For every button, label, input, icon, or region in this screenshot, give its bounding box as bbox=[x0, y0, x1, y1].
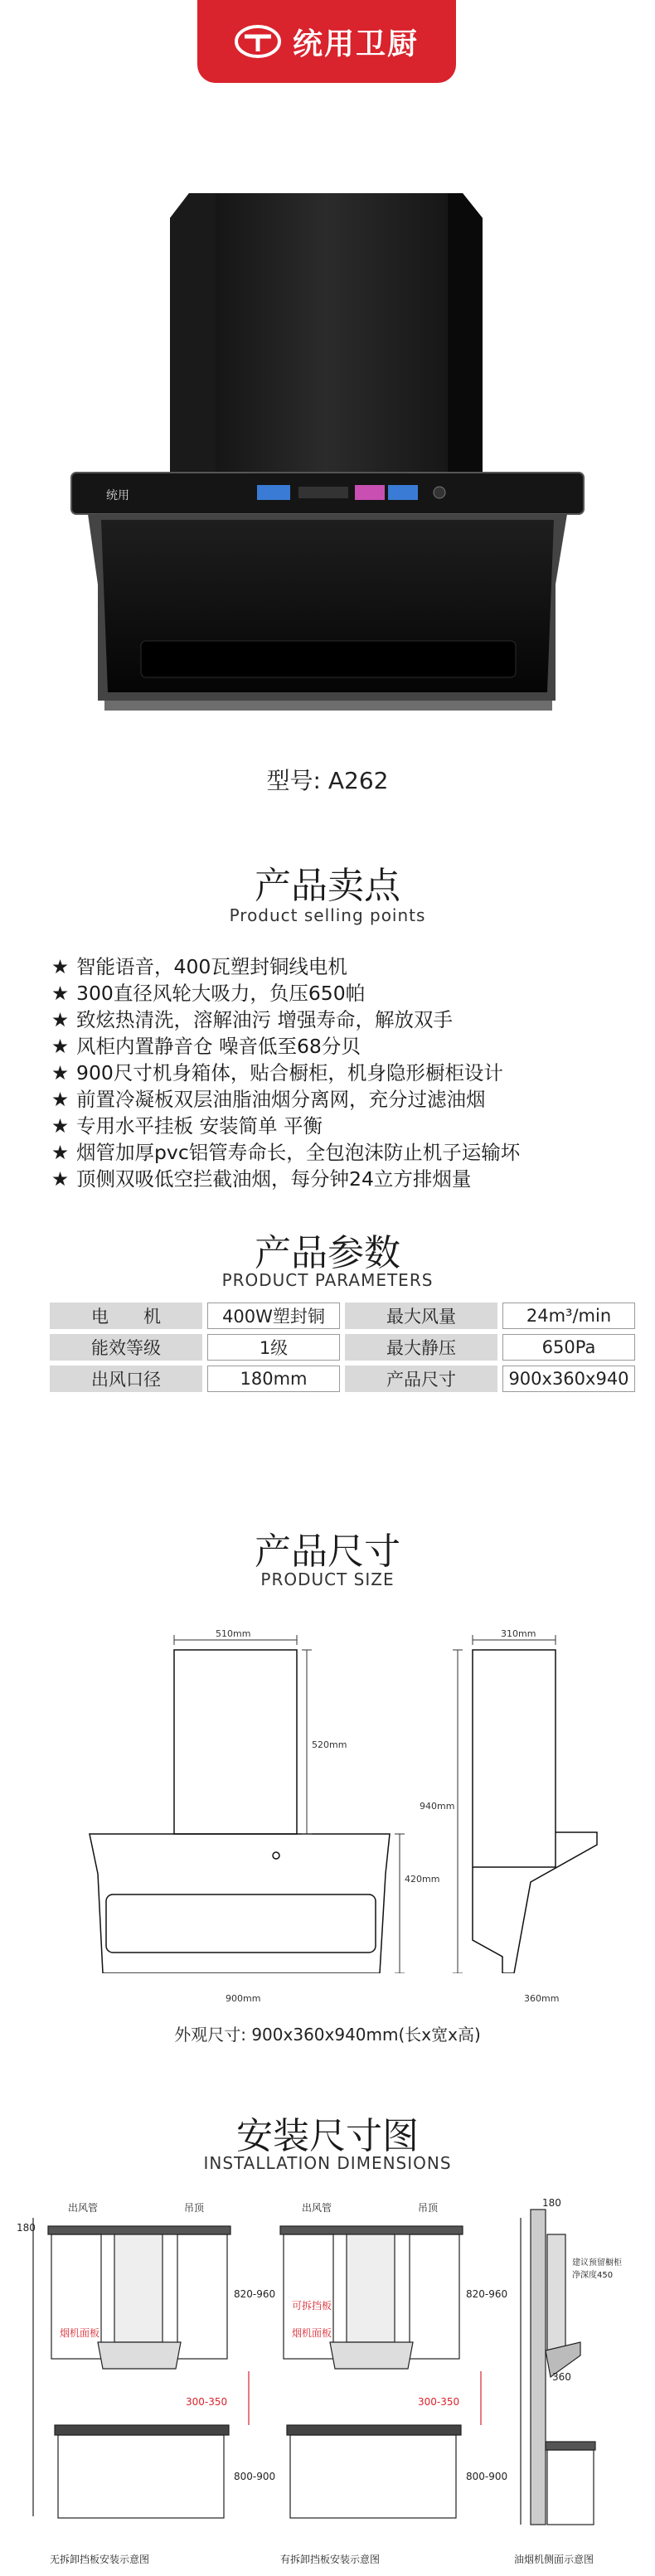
dim-180-3: 180 bbox=[542, 2197, 561, 2209]
selling-points-list bbox=[51, 953, 520, 1192]
size-diagram bbox=[0, 1608, 655, 1973]
dim-300-1: 300-350 bbox=[186, 2396, 228, 2408]
params-title: 产品参数 bbox=[255, 1232, 400, 1274]
size-caption: 外观尺寸: 900x360x940mm(长x宽x高) bbox=[174, 2025, 481, 2045]
dim-360: 360 bbox=[552, 2371, 571, 2383]
label-detachable-panel: 可拆挡板 bbox=[292, 2300, 332, 2312]
size-title: 产品尺寸 bbox=[255, 1531, 400, 1573]
caption-install-with-panel: 有拆卸挡板安装示意图 bbox=[280, 2554, 381, 2565]
selling-title: 产品卖点 bbox=[255, 865, 400, 907]
list-item: ★ 风柜内置静音仓 噪音低至68分贝 bbox=[51, 1035, 361, 1058]
hood-logo-text: 统用 bbox=[106, 489, 129, 502]
label-outlet-1: 出风管 bbox=[68, 2202, 99, 2214]
brand-logo-icon bbox=[235, 25, 281, 58]
dim-820-2: 820-960 bbox=[466, 2288, 508, 2300]
list-item: ★ 致炫热清洗，溶解油污 增强寿命，解放双手 bbox=[51, 1008, 453, 1031]
params-subtitle: PRODUCT PARAMETERS bbox=[221, 1270, 434, 1290]
list-item: ★ 烟管加厚pvc铝管寿命长，全包泡沫防止机子运输坏 bbox=[51, 1141, 521, 1164]
install-title: 安装尺寸图 bbox=[236, 2115, 419, 2157]
model-number: 型号: A262 bbox=[266, 767, 389, 794]
selling-subtitle: Product selling points bbox=[229, 905, 426, 925]
list-item: ★ 专用水平挂板 安装简单 平衡 bbox=[51, 1114, 323, 1138]
install-subtitle: INSTALLATION DIMENSIONS bbox=[203, 2153, 452, 2173]
range-hood-image bbox=[58, 187, 597, 734]
dim-820-1: 820-960 bbox=[234, 2288, 276, 2300]
table-row: 能效等级 1级 最大静压 650Pa bbox=[50, 1334, 635, 1361]
label-ceiling-1: 吊顶 bbox=[184, 2202, 205, 2214]
dim-width: 900mm bbox=[226, 1993, 261, 2004]
table-row: 电 机 400W塑封铜 最大风量 24m³/min bbox=[50, 1303, 635, 1329]
dim-800-1: 800-900 bbox=[234, 2471, 276, 2482]
dim-top-width: 510mm bbox=[216, 1628, 251, 1639]
dim-side-top: 310mm bbox=[501, 1628, 536, 1639]
dim-body-height: 420mm bbox=[405, 1874, 440, 1885]
dim-chimney-height: 520mm bbox=[312, 1739, 347, 1750]
label-suggested-depth: 建议预留橱柜 净深度450 bbox=[572, 2258, 622, 2280]
label-outlet-2: 出风管 bbox=[302, 2202, 332, 2214]
table-row: 出风口径 180mm 产品尺寸 900x360x940 bbox=[50, 1366, 635, 1392]
dim-800-2: 800-900 bbox=[466, 2471, 508, 2482]
label-hood-panel-1: 烟机面板 bbox=[60, 2327, 100, 2339]
dim-total-height: 940mm bbox=[420, 1801, 455, 1812]
dim-depth: 360mm bbox=[524, 1993, 560, 2004]
label-ceiling-2: 吊顶 bbox=[418, 2202, 439, 2214]
dim-300-2: 300-350 bbox=[418, 2396, 460, 2408]
brand-name: 统用卫厨 bbox=[292, 27, 419, 61]
caption-install-no-panel: 无拆卸挡板安装示意图 bbox=[50, 2554, 150, 2565]
brand-header bbox=[197, 0, 456, 83]
caption-side-view: 油烟机侧面示意图 bbox=[514, 2554, 594, 2565]
label-hood-panel-2: 烟机面板 bbox=[292, 2327, 332, 2339]
params-table bbox=[45, 1298, 640, 1397]
list-item: ★ 900尺寸机身箱体，贴合橱柜，机身隐形橱柜设计 bbox=[51, 1061, 503, 1084]
list-item: ★ 前置冷凝板双层油脂油烟分离网，充分过滤油烟 bbox=[51, 1088, 486, 1111]
list-item: ★ 300直径风轮大吸力，负压650帕 bbox=[51, 982, 366, 1005]
list-item: ★ 顶侧双吸低空拦截油烟，每分钟24立方排烟量 bbox=[51, 1167, 472, 1191]
list-item: ★ 智能语音，400瓦塑封铜线电机 bbox=[51, 955, 347, 978]
size-subtitle: PRODUCT SIZE bbox=[260, 1569, 395, 1589]
dim-180-1: 180 bbox=[17, 2222, 36, 2234]
